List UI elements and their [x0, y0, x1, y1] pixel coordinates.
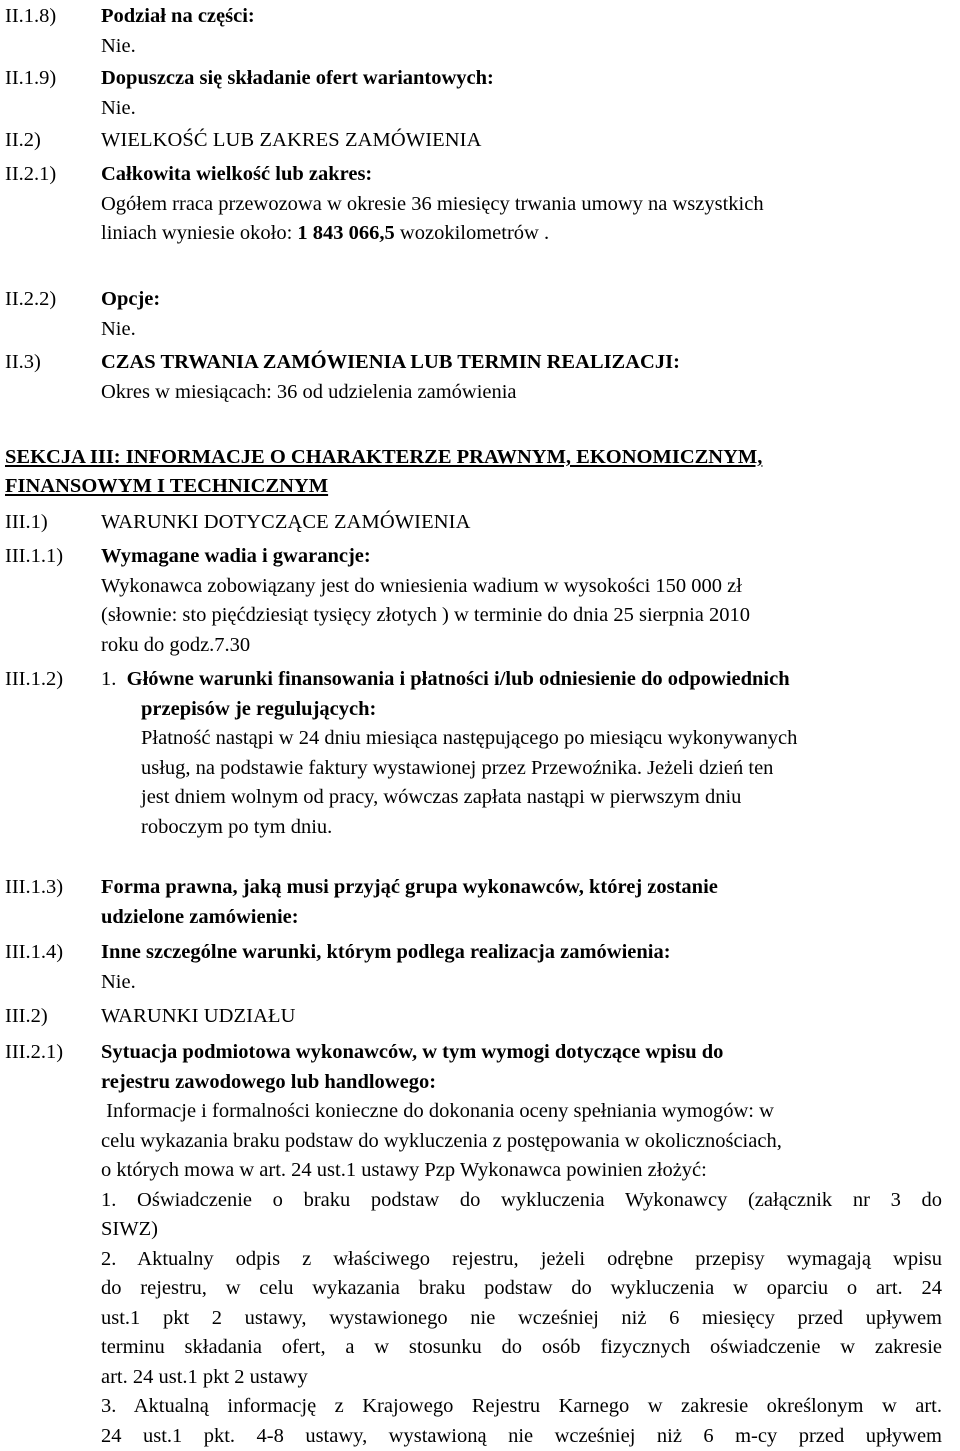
- item-title: WARUNKI UDZIAŁU: [101, 1002, 942, 1032]
- item-title: rejestru zawodowego lub handlowego:: [101, 1068, 942, 1098]
- item-text-line: celu wykazania braku podstaw do wykluczenia z postępowania w okolicznościach,: [101, 1127, 942, 1157]
- item-text-line: roboczym po tym dniu.: [141, 813, 942, 843]
- item-number: III.1.1): [5, 542, 63, 572]
- item-title: Opcje:: [101, 285, 942, 315]
- item-title: Dopuszcza się składanie ofert wariantowych:: [101, 64, 942, 94]
- item-text-line: ust.1 pkt 2 ustawy, wystawionego nie wcześniej niż 6 miesięcy przed upływem: [101, 1304, 942, 1334]
- item-title: przepisów je regulujących:: [141, 695, 942, 725]
- item-text-line: do rejestru, w celu wykazania braku podstaw do wykluczenia w oparciu o art. 24: [101, 1274, 942, 1304]
- item-title: Całkowita wielkość lub zakres:: [101, 160, 942, 190]
- item-value: Nie.: [101, 32, 942, 62]
- item-title: Podział na części:: [101, 2, 942, 32]
- item-number: II.2.2): [5, 285, 56, 315]
- item-title: Główne warunki finansowania i płatności i/lub odniesienie do odpowiednich: [127, 668, 790, 690]
- item-value: Nie.: [101, 968, 942, 998]
- item-text-line: art. 24 ust.1 pkt 2 ustawy: [101, 1363, 942, 1393]
- item-text-line: jest dniem wolnym od pracy, wówczas zapłata nastąpi w pierwszym dniu: [141, 783, 942, 813]
- item-value: Nie.: [101, 315, 942, 345]
- item-text-line: Informacje i formalności konieczne do dokonania oceny spełniania wymogów: w: [101, 1097, 942, 1127]
- item-text-line: Płatność nastąpi w 24 dniu miesiąca następującego po miesiącu wykonywanych: [141, 724, 942, 754]
- item-number: III.2.1): [5, 1038, 63, 1068]
- section-heading-line: SEKCJA III: INFORMACJE O CHARAKTERZE PRAWNYM, EKONOMICZNYM,: [5, 443, 942, 472]
- item-number: III.1.4): [5, 938, 63, 968]
- section-iii-heading: [5, 443, 942, 501]
- item-text-line: roku do godz.7.30: [101, 631, 942, 661]
- item-number: II.2.1): [5, 160, 56, 190]
- text-fragment: wozokilometrów .: [395, 222, 549, 244]
- item-number: III.2): [5, 1002, 48, 1032]
- item-title: Inne szczególne warunki, którym podlega realizacja zamówienia:: [101, 938, 942, 968]
- item-text-line: o których mowa w art. 24 ust.1 ustawy Pzp Wykonawca powinien złożyć:: [101, 1156, 942, 1186]
- item-title: Wymagane wadia i gwarancje:: [101, 542, 942, 572]
- item-number: II.3): [5, 348, 41, 378]
- item-number: III.1): [5, 508, 48, 538]
- item-text-line: Ogółem rraca przewozowa w okresie 36 miesięcy trwania umowy na wszystkich: [101, 190, 942, 220]
- section-heading-line: FINANSOWYM I TECHNICZNYM: [5, 472, 942, 501]
- item-number: II.2): [5, 126, 41, 156]
- item-text-line: (słownie: sto pięćdziesiąt tysięcy złotych ) w terminie do dnia 25 sierpnia 2010: [101, 601, 942, 631]
- item-text-line: 1. Oświadczenie o braku podstaw do wykluczenia Wykonawcy (załącznik nr 3 do: [101, 1186, 942, 1216]
- item-text-line: 2. Aktualny odpis z właściwego rejestru, jeżeli odrębne przepisy wymagają wpisu: [101, 1245, 942, 1275]
- item-text-line: 24 ust.1 pkt. 4-8 ustawy, wystawioną nie wcześniej niż 6 m-cy przed upływem: [101, 1422, 942, 1451]
- item-value: Nie.: [101, 94, 942, 124]
- item-text-line: terminu składania ofert, a w stosunku do osób fizycznych oświadczenie w zakresie: [101, 1333, 942, 1363]
- item-number: II.1.9): [5, 64, 56, 94]
- item-number: III.1.3): [5, 873, 63, 903]
- text-fragment: liniach wyniesie około:: [101, 222, 297, 244]
- item-title: udzielone zamówienie:: [101, 903, 942, 933]
- item-title: WARUNKI DOTYCZĄCE ZAMÓWIENIA: [101, 508, 942, 538]
- item-title: Sytuacja podmiotowa wykonawców, w tym wymogi dotyczące wpisu do: [101, 1038, 942, 1068]
- item-title: WIELKOŚĆ LUB ZAKRES ZAMÓWIENIA: [101, 126, 942, 156]
- item-number: III.1.2): [5, 665, 63, 695]
- item-text-line: usług, na podstawie faktury wystawionej przez Przewoźnika. Jeżeli dzień ten: [141, 754, 942, 784]
- list-marker: 1.: [101, 668, 116, 690]
- item-value: Okres w miesiącach: 36 od udzielenia zamówienia: [101, 378, 942, 408]
- item-text-line: SIWZ): [101, 1215, 942, 1245]
- item-title-line: [101, 665, 942, 695]
- item-title: CZAS TRWANIA ZAMÓWIENIA LUB TERMIN REALIZACJI:: [101, 348, 942, 378]
- item-text-line: 3. Aktualną informację z Krajowego Rejestru Karnego w zakresie określonym w art.: [101, 1392, 942, 1422]
- item-text-line: [101, 219, 942, 249]
- item-title: Forma prawna, jaką musi przyjąć grupa wykonawców, której zostanie: [101, 873, 942, 903]
- bold-value: 1 843 066,5: [297, 222, 394, 244]
- item-number: II.1.8): [5, 2, 56, 32]
- item-text-line: Wykonawca zobowiązany jest do wniesienia wadium w wysokości 150 000 zł: [101, 572, 942, 602]
- item-body: [101, 1097, 942, 1451]
